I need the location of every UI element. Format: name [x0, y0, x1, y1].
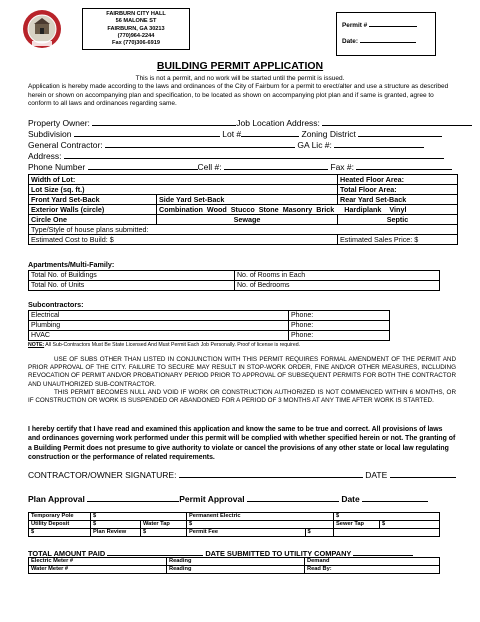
page-title: BUILDING PERMIT APPLICATION [156, 60, 324, 72]
permit-approval-field[interactable] [247, 494, 339, 502]
temporary-pole-label: Temporary Pole [29, 513, 91, 521]
fees-table [28, 512, 440, 537]
subcontractors-table [28, 310, 390, 341]
permit-fee-label: Permit Fee [187, 529, 306, 537]
hvac-cell[interactable]: HVAC [29, 331, 289, 341]
approval-date-label: Date [341, 494, 360, 504]
plan-approval-label: Plan Approval [28, 494, 85, 504]
septic-option[interactable]: Septic [338, 215, 458, 225]
side-yard-cell[interactable]: Side Yard Set-Back [157, 195, 338, 205]
property-owner-label: Property Owner: [28, 118, 90, 128]
subcontractors-heading: Subcontractors: [28, 300, 84, 309]
electrical-cell[interactable]: Electrical [29, 311, 289, 321]
cell-field[interactable] [224, 162, 328, 170]
permit-number-field[interactable] [369, 19, 417, 27]
address-row [28, 151, 444, 161]
water-tap-label: Water Tap [141, 521, 187, 529]
signature-date-label: DATE [365, 470, 388, 480]
date-submitted-field[interactable] [353, 548, 413, 556]
material-option[interactable]: Combination [159, 205, 203, 214]
subdivision-row [28, 129, 442, 139]
lot-label: Lot # [222, 129, 242, 139]
material-option[interactable]: Wood [206, 205, 227, 214]
permit-number-box [336, 12, 436, 56]
ga-lic-field[interactable] [334, 140, 424, 148]
phone-row [28, 162, 452, 172]
permit-date-label: Date: [342, 38, 358, 45]
sewage-option[interactable]: Sewage [157, 215, 338, 225]
certification-paragraph: I hereby certify that I have read and examined this application and know the same to be true and correct. All provisions of laws and ordinances governing work performed under this permit will be complied with whether specified herein or not. The granting of a Building Permit does not presume to give authority to violate or cancel the provisions of any other state or local law regulating construction or the performance of related requirements. [28, 426, 456, 461]
plan-review-label: Plan Review [91, 529, 141, 537]
permanent-electric-label: Permanent Electric [187, 513, 334, 521]
circle-one-cell: Circle One [29, 215, 157, 225]
total-units-cell[interactable]: Total No. of Units [29, 281, 235, 291]
subcontractor-note [28, 342, 300, 348]
fees-empty-cell [334, 529, 440, 537]
city-hall-name: FAIRBURN CITY HALL [106, 11, 166, 17]
permanent-electric-amount[interactable]: $ [334, 513, 440, 521]
apartments-heading: Apartments/Multi-Family: [28, 260, 115, 269]
total-amount-paid-label: TOTAL AMOUNT PAID [28, 549, 106, 558]
note-text: All Sub-Contractors Must Be State Licensed And Must Permit Each Job Personally. Proof of license is required. [44, 342, 301, 348]
total-floor-cell[interactable]: Total Floor Area: [338, 185, 458, 195]
note-label: NOTE: [28, 342, 45, 348]
city-seal-logo [22, 8, 62, 50]
demand-cell[interactable]: Demand [305, 558, 440, 566]
permit-approval-label: Permit Approval [179, 494, 245, 504]
intro-paragraph: Application is hereby made according to the laws and ordinances of the City of Fairburn for a permit to erect/alter and use a structure as described herein or shown on accompanying plan and specification, to be located as shown on accompanying plot plan and if same is granted, agree to conform to all laws and ordinances regarding same. [28, 83, 449, 108]
signature-row [28, 470, 456, 480]
city-hall-phone: (770)964-2244 [117, 32, 155, 39]
general-contractor-label: General Contractor: [28, 140, 103, 150]
sewer-tap-amount[interactable]: $ [380, 521, 440, 529]
plan-review-amount[interactable]: $ [141, 529, 187, 537]
permit-number-label: Permit # [342, 22, 368, 29]
property-owner-field[interactable] [92, 118, 236, 126]
material-option[interactable]: Stucco [230, 205, 255, 214]
front-yard-cell[interactable]: Front Yard Set-Back [29, 195, 157, 205]
job-location-field[interactable] [322, 118, 472, 126]
ga-lic-label: GA Lic #: [297, 140, 332, 150]
type-style-cell[interactable]: Type/Style of house plans submitted: [29, 225, 458, 235]
lot-size-cell[interactable]: Lot Size (sq. ft.) [29, 185, 338, 195]
job-location-label: Job Location Address: [236, 118, 320, 128]
hvac-phone-cell[interactable]: Phone: [289, 331, 390, 341]
fax-label: Fax #: [330, 162, 355, 172]
rooms-each-cell[interactable]: No. of Rooms in Each [235, 271, 440, 281]
rear-yard-cell[interactable]: Rear Yard Set-Back [338, 195, 458, 205]
total-amount-paid-field[interactable] [107, 548, 203, 556]
read-by-cell[interactable]: Read By: [305, 566, 440, 574]
city-hall-address-box [82, 8, 190, 50]
city-hall-fax: Fax (770)306-6919 [112, 40, 160, 47]
plumbing-phone-cell[interactable]: Phone: [289, 321, 390, 331]
plan-approval-field[interactable] [87, 494, 179, 502]
signature-date-field[interactable] [390, 470, 456, 478]
material-option[interactable]: Hardiplank [344, 205, 382, 214]
warning-paragraph-void: THIS PERMIT BECOMES NULL AND VOID IF WORK OR CONSTRUCTION AUTHORIZED IS NOT COMMENCED WITHIN 6 MONTHS, OR IF CONSTRUCTION OR WORK IS SUSPENDED OR ABANDONED FOR A PERIOD OF 3 MONTHS AT ANY TIME AFTER WORK IS STARTED. [28, 389, 456, 405]
water-tap-amount[interactable]: $ [187, 521, 334, 529]
city-hall-street: 56 MALONE ST [115, 18, 157, 25]
permit-date-field[interactable] [360, 35, 416, 43]
apartments-table [28, 270, 440, 291]
plan-review-amount-left[interactable]: $ [29, 529, 91, 537]
subdivision-label: Subdivision [28, 129, 72, 139]
estimated-sales-cell[interactable]: Estimated Sales Price: $ [338, 235, 458, 245]
property-owner-row [28, 118, 472, 128]
lot-field[interactable] [241, 129, 299, 137]
address-label: Address: [28, 151, 62, 161]
phone-number-field[interactable] [88, 162, 198, 170]
lot-details-table [28, 174, 458, 245]
bedrooms-cell[interactable]: No. of Bedrooms [235, 281, 440, 291]
cell-label: Cell #: [197, 162, 222, 172]
date-submitted-label: DATE SUBMITTED TO UTILITY COMPANY [205, 549, 352, 558]
material-option[interactable]: Stone [258, 205, 279, 214]
zoning-field[interactable] [358, 129, 442, 137]
approval-date-field[interactable] [362, 494, 428, 502]
temporary-pole-amount[interactable]: $ [91, 513, 187, 521]
zoning-label: Zoning District [301, 129, 356, 139]
utility-deposit-amount[interactable]: $ [91, 521, 141, 529]
meter-table [28, 557, 440, 574]
sewer-tap-label: Sewer Tap [334, 521, 380, 529]
heated-floor-cell[interactable]: Heated Floor Area: [338, 175, 458, 185]
plumbing-cell[interactable]: Plumbing [29, 321, 289, 331]
general-contractor-field[interactable] [105, 140, 295, 148]
exterior-walls-cell: Exterior Walls (circle) [29, 205, 157, 215]
material-option[interactable]: Brick [316, 205, 335, 214]
electrical-phone-cell[interactable]: Phone: [289, 311, 390, 321]
signature-label: CONTRACTOR/OWNER SIGNATURE: [28, 470, 177, 480]
material-option[interactable]: Vinyl [389, 205, 407, 214]
approval-row [28, 494, 428, 504]
estimated-cost-cell[interactable]: Estimated Cost to Build: $ [29, 235, 338, 245]
total-buildings-cell[interactable]: Total No. of Buildings [29, 271, 235, 281]
city-hall-city: FAIRBURN, GA 30213 [107, 25, 165, 32]
material-option[interactable]: Masonry [282, 205, 313, 214]
utility-deposit-label: Utility Deposit [29, 521, 91, 529]
signature-field[interactable] [179, 470, 363, 478]
width-of-lot-cell[interactable]: Width of Lot: [29, 175, 338, 185]
exterior-materials-cell [157, 205, 458, 215]
electric-reading-cell[interactable]: Reading [167, 558, 305, 566]
page-subtitle: This is not a permit, and no work will be started until the permit is issued. [135, 75, 345, 82]
phone-number-label: Phone Number [28, 162, 86, 172]
water-meter-cell[interactable]: Water Meter # [29, 566, 167, 574]
general-contractor-row [28, 140, 424, 150]
permit-fee-amount[interactable]: $ [305, 529, 333, 537]
fax-field[interactable] [356, 162, 452, 170]
water-reading-cell[interactable]: Reading [167, 566, 305, 574]
electric-meter-cell[interactable]: Electric Meter # [29, 558, 167, 566]
address-field[interactable] [64, 151, 444, 159]
warning-paragraph-subs: USE OF SUBS OTHER THAN LISTED IN CONJUNCTION WITH THIS PERMIT REQUIRES FORMAL AMENDMENT OF THE PERMIT AND PRIOR APPROVAL OF THE CITY. FAILURE TO SECURE MAY RESULT IN STOP-WORK ORDER, FINE AND/OR OTHER MEASURES, INCLUDING REVOCATION OF PERMIT AND/OR PROBATIONARY PERIOD PRIOR TO APPROVAL OF SUBSEQUENT PERMITS FOR BOTH THE CONTRACTOR AND UNAUTHORIZED SUB-CONTRACTOR. [28, 356, 456, 388]
subdivision-field[interactable] [74, 129, 220, 137]
